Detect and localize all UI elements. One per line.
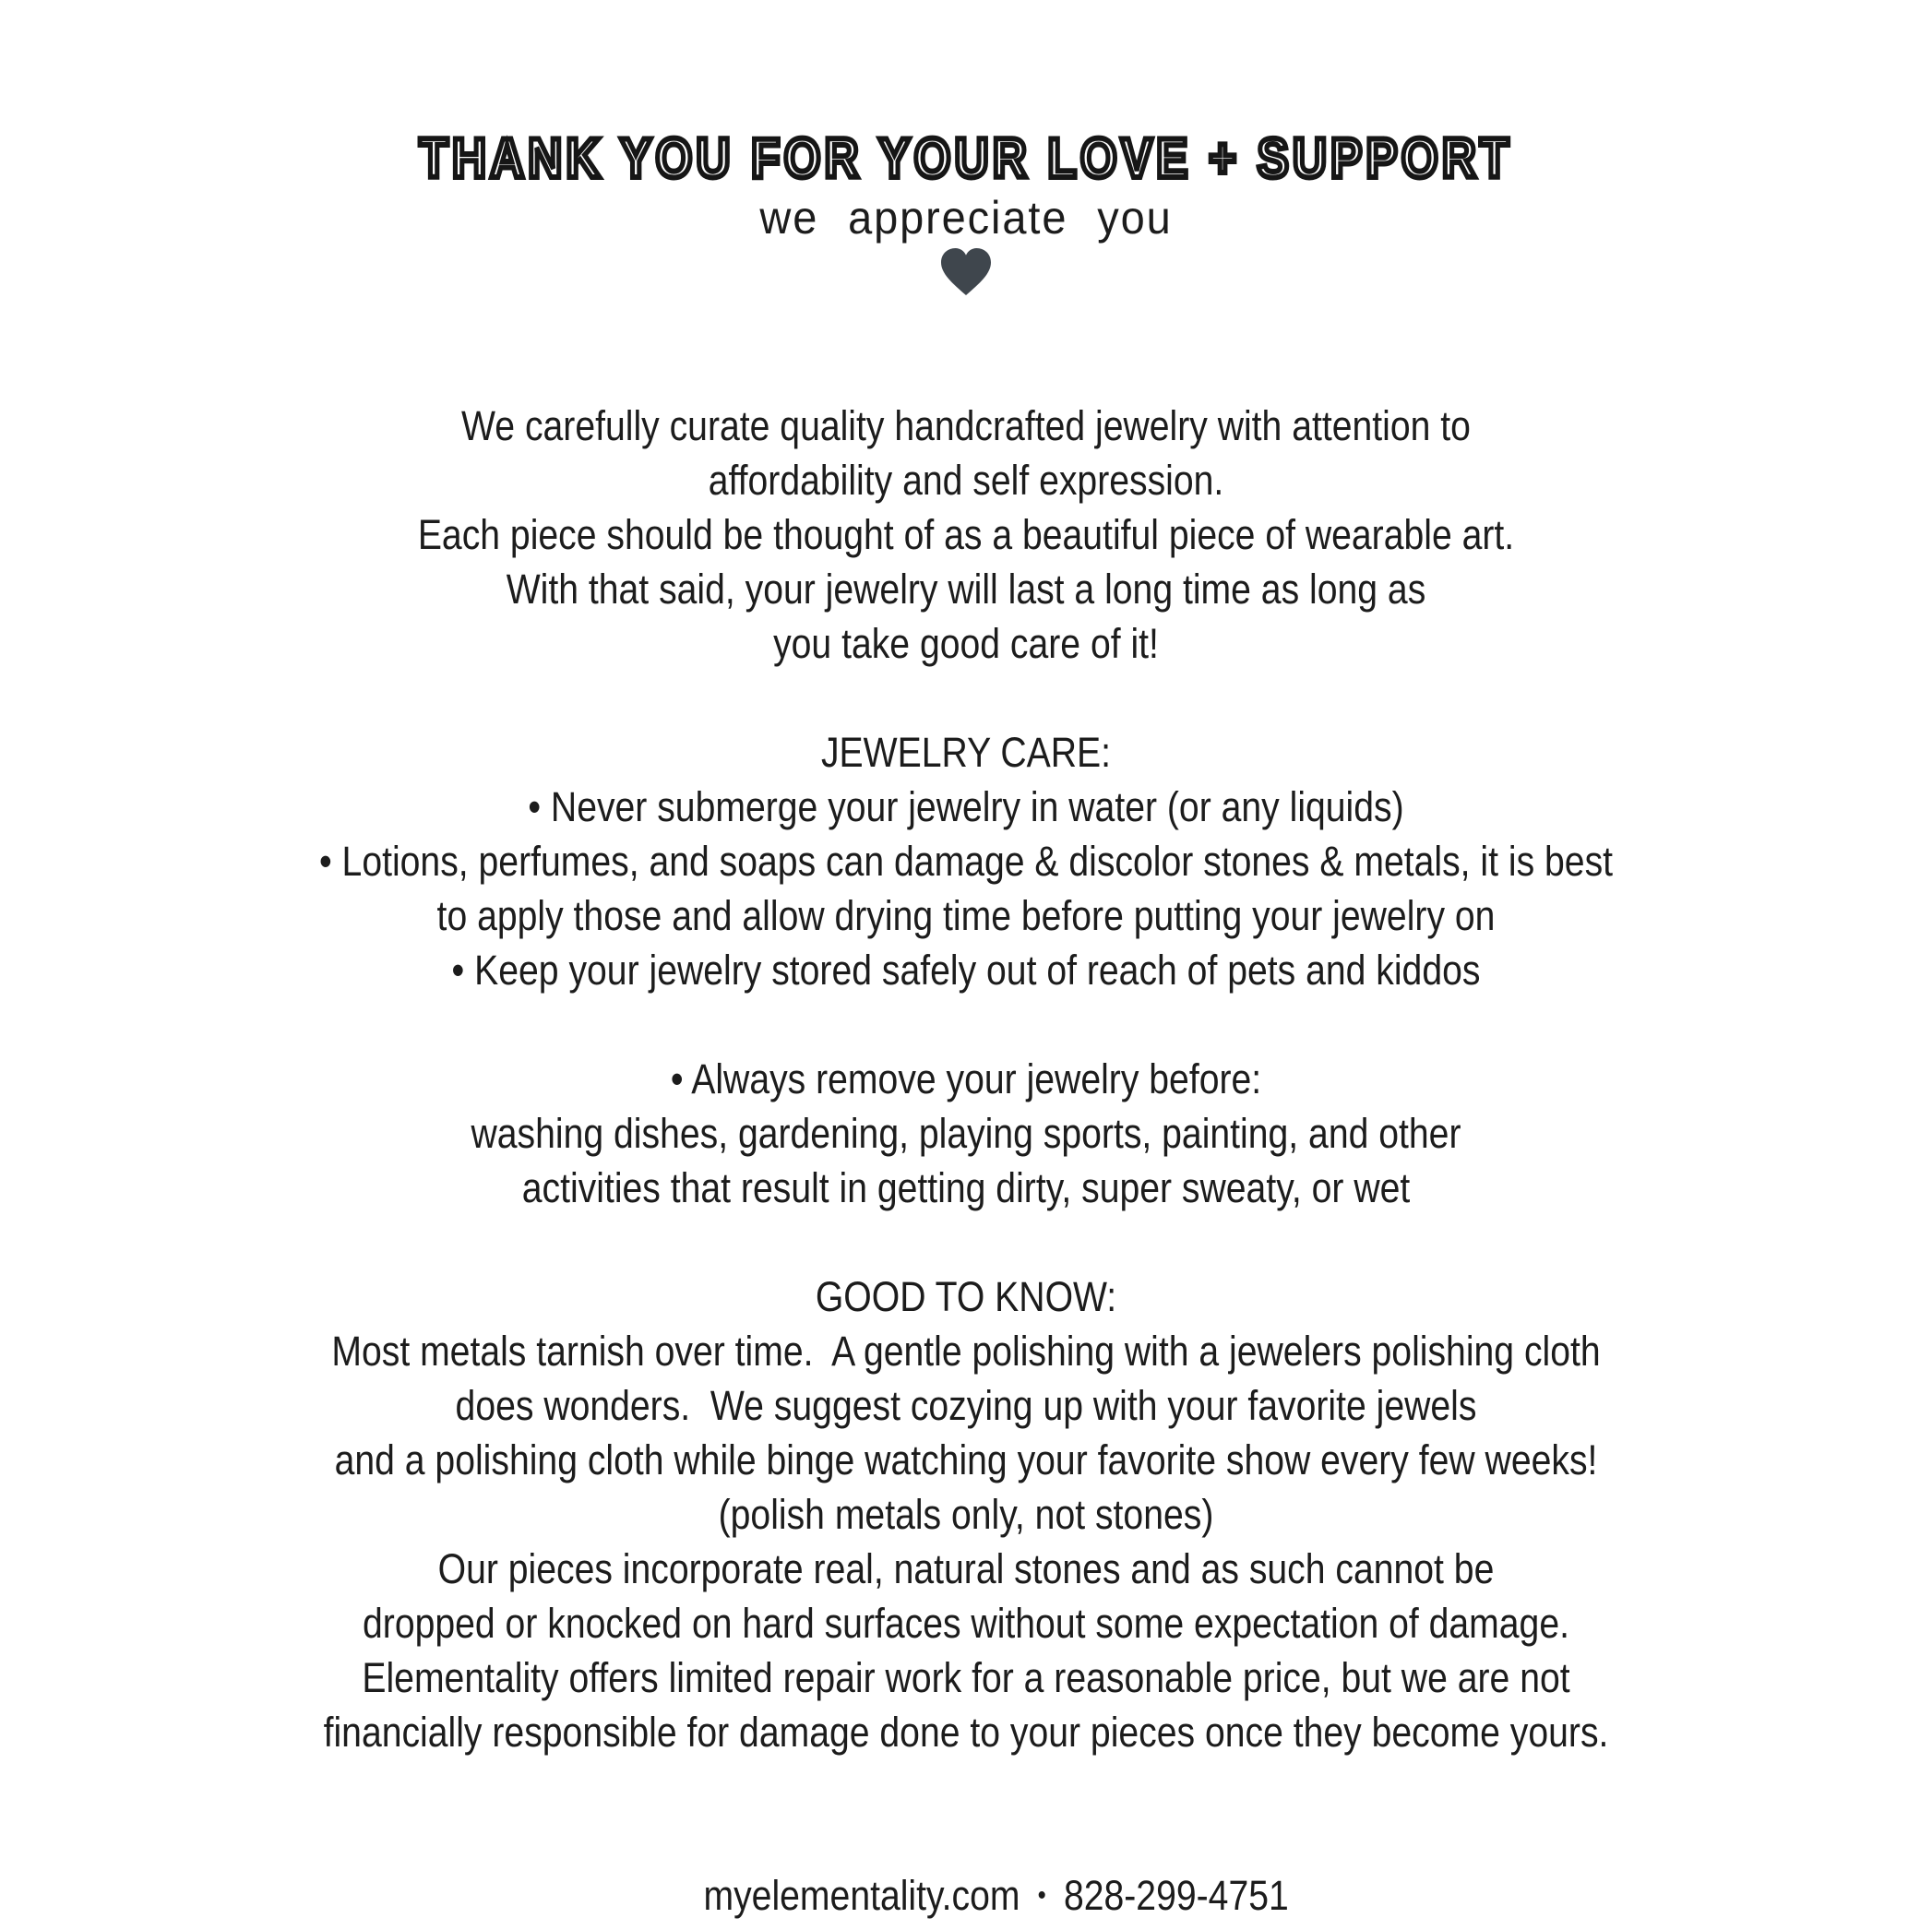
always-remove-line: washing dishes, gardening, playing sports, painting, and other <box>471 1110 1461 1157</box>
good-to-know-line: does wonders. We suggest cozying up with your favorite jewels <box>455 1382 1477 1429</box>
separator-dot: • <box>1037 1880 1046 1911</box>
good-to-know-line: (polish metals only, not stones) <box>718 1491 1214 1538</box>
jewelry-care-heading: JEWELRY CARE: <box>820 729 1112 776</box>
jewelry-care-line: to apply those and allow drying time before putting your jewelry on <box>436 892 1496 939</box>
spacer <box>0 997 1932 1052</box>
spacer <box>0 1759 1932 1814</box>
spacer <box>0 671 1932 725</box>
good-to-know-line: and a polishing cloth while binge watching your favorite show every few weeks! <box>334 1436 1598 1483</box>
spacer <box>0 1215 1932 1269</box>
intro-line: Each piece should be thought of as a beautiful piece of wearable art. <box>417 511 1515 558</box>
always-remove-line: activities that result in getting dirty, super sweaty, or wet <box>521 1164 1411 1211</box>
heart-icon <box>0 247 1932 301</box>
good-to-know-section <box>0 1269 1932 1759</box>
page-title-art <box>0 120 1932 194</box>
jewelry-care-section <box>0 725 1932 997</box>
card-body <box>0 399 1932 1930</box>
always-remove-section <box>0 1052 1932 1215</box>
intro-line: you take good care of it! <box>773 620 1159 667</box>
jewelry-care-line: • Lotions, perfumes, and soaps can damage & discolor stones & metals, it is best <box>318 838 1614 885</box>
good-to-know-line: financially responsible for damage done to your pieces once they become yours. <box>323 1709 1609 1756</box>
subtitle: we appreciate you <box>759 192 1173 244</box>
always-remove-line: • Always remove your jewelry before: <box>670 1055 1262 1102</box>
intro-line: We carefully curate quality handcrafted jewelry with attention to <box>461 402 1471 449</box>
intro-line: With that said, your jewelry will last a long time as long as <box>506 566 1426 613</box>
intro-paragraph <box>0 399 1932 671</box>
good-to-know-line: Our pieces incorporate real, natural stones and as such cannot be <box>437 1545 1495 1592</box>
good-to-know-line: dropped or knocked on hard surfaces without some expectation of damage. <box>363 1600 1569 1647</box>
good-to-know-line: Most metals tarnish over time. A gentle polishing with a jewelers polishing cloth <box>331 1328 1601 1375</box>
page-title: THANK YOU FOR YOUR LOVE + SUPPORT <box>419 127 1513 189</box>
footer <box>125 1814 1807 1930</box>
good-to-know-line: Elementality offers limited repair work for a reasonable price, but we are not <box>362 1654 1570 1701</box>
phone-text: 828-299-4751 <box>1063 1872 1289 1919</box>
intro-line: affordability and self expression. <box>708 457 1224 504</box>
jewelry-care-line: • Keep your jewelry stored safely out of reach of pets and kiddos <box>451 947 1481 994</box>
website-text: myelementality.com <box>703 1872 1020 1919</box>
good-to-know-heading: GOOD TO KNOW: <box>815 1273 1117 1320</box>
jewelry-care-line: • Never submerge your jewelry in water (or any liquids) <box>528 783 1404 830</box>
heart-shape <box>941 248 991 295</box>
